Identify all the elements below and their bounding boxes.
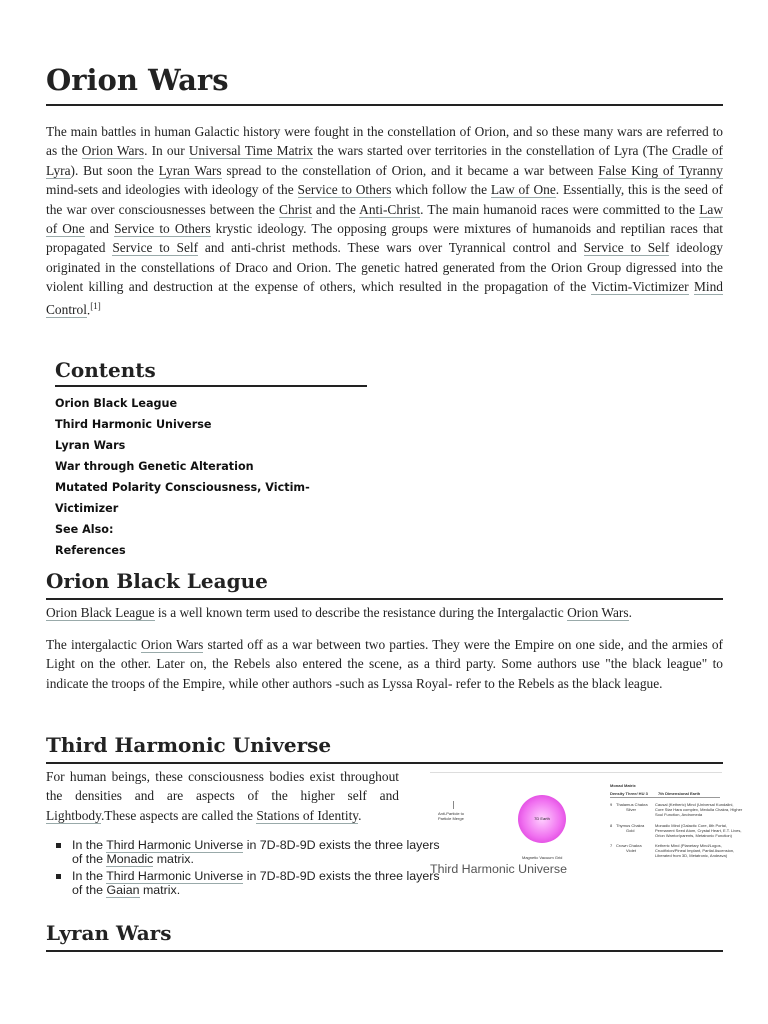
toc-item-lyran-wars[interactable]: Lyran Wars xyxy=(55,439,126,452)
toc-title: Contents xyxy=(55,358,367,387)
heading-lyran-wars: Lyran Wars xyxy=(46,921,723,952)
fig-row-8-desc-1: Monadic Mind (Galactic Core, 8th Portal, xyxy=(655,823,728,828)
fig-left-label-2: Particle Merge xyxy=(438,816,464,821)
third-harmonic-paragraph: For human beings, these consciousness bodies exist throughout the densities and are aspects of the higher self and Lightbody.These aspects are called the Stations of Identity. xyxy=(46,769,399,823)
wiki-link[interactable]: False King of Tyranny xyxy=(598,162,724,178)
toc-item-war-through-genetic-alteration[interactable]: War through Genetic Alteration xyxy=(55,460,254,473)
wiki-link[interactable]: Lightbody xyxy=(46,807,101,823)
toc-item-orion-black-league[interactable]: Orion Black League xyxy=(55,397,178,410)
fig-arrow xyxy=(453,801,454,809)
wiki-link[interactable]: Orion Wars xyxy=(81,143,145,159)
wiki-link[interactable]: Service to Self xyxy=(112,240,199,256)
toc-item-references[interactable]: References xyxy=(55,544,126,557)
wiki-link[interactable]: Service to Others xyxy=(297,182,392,198)
fig-circle-label: 7D Earth xyxy=(534,816,550,821)
wiki-link[interactable]: Law of One xyxy=(490,182,556,198)
wiki-link[interactable]: Service to Others xyxy=(114,221,211,237)
figure-image[interactable] xyxy=(430,772,743,860)
toc-list xyxy=(55,393,367,561)
fig-row-7-desc-1: Ketheric Mind (Planetary Mind/Logos, xyxy=(655,843,722,848)
reference-link[interactable]: [1] xyxy=(90,300,101,311)
wiki-link[interactable]: Anti-Christ xyxy=(359,201,421,217)
intro-paragraph: The main battles in human Galactic history were fought in the constellation of Orion, and so these many wars are referred to as the Orion Wars. In our Universal Time Matrix the wars started over territories in the constellation of Lyra (The Cradle of Lyra). But soon the Lyran Wars spread to the constellation of Orion, and it became a war between False King of Tyranny mind-sets and ideologies with ideology of the Service to Others which follow the Law of One. Essentially, this is the seed of the war over consciousnesses between the Christ and the Anti-Christ. The main humanoid races were committed to the Law of One and Service to Others krystic ideology. The opposing groups were mixtures of humanoids and reptilian races that propagated Service to Self and anti-christ methods. These wars over Tyrannical control and Service to Self ideology originated in the constellations of Draco and Orion. The genetic hatred generated from the Orion Group digressed into the violent killing and destruction at the expense of others, which resulted in the propagation of the Victim-Victimizer Mind Control.[1] xyxy=(46,124,724,318)
fig-header-3: 7th Dimensional Earth xyxy=(658,791,701,796)
third-harmonic-bullets xyxy=(46,838,442,900)
wiki-link[interactable]: Law of One xyxy=(46,201,723,237)
fig-row-9-desc-2: Core Star Hara complex, Medulla Chakra, Higher xyxy=(655,807,743,812)
wiki-link[interactable]: Stations of Identity xyxy=(256,807,359,823)
fig-row-7-num: 7 xyxy=(610,843,613,848)
wiki-link[interactable]: Third Harmonic Universe xyxy=(106,869,244,883)
list-item: In the Third Harmonic Universe in 7D-8D-9D exists the three layers of the Gaian matrix. xyxy=(72,869,442,897)
fig-circle xyxy=(518,795,566,843)
wiki-link[interactable]: Service to Self xyxy=(583,240,670,256)
black-league-paragraph-1: Orion Black League is a well known term used to describe the resistance during the Intergalactic Orion Wars. xyxy=(46,605,632,620)
wiki-link[interactable]: Lyran Wars xyxy=(158,162,222,178)
fig-row-8-name: Thymus Chakra xyxy=(616,823,645,828)
wiki-link[interactable]: Mind Control xyxy=(46,279,723,318)
wiki-link[interactable]: Orion Wars xyxy=(141,637,204,652)
fig-row-9-num: 9 xyxy=(610,802,613,807)
fig-header-1: Monad Matrix xyxy=(610,783,636,788)
wiki-link[interactable]: Victim-Victimizer xyxy=(591,279,689,295)
heading-orion-black-league: Orion Black League xyxy=(46,569,723,600)
fig-left-label-1: Anti-Particle to xyxy=(438,811,465,816)
fig-row-7-desc-2: Crucifixion/Pineal Implant, Partial Ascension, xyxy=(655,848,735,853)
black-league-paragraph-2: The intergalactic Orion Wars started off as a war between two parties. They were the Empire on one side, and the armies of Light on the other. Later on, the Rebels also entered the scene, as a third party. Some authors use "the black league" to indicate the troops of the Empire, while other authors -such as Lyssa Royal- refer to the Rebels as the black league. xyxy=(46,637,723,691)
wiki-link[interactable]: Christ xyxy=(279,201,312,217)
wiki-link[interactable]: Third Harmonic Universe xyxy=(106,838,244,852)
table-of-contents xyxy=(55,358,367,561)
fig-row-8-sub: Gold xyxy=(626,828,635,833)
fig-row-9-desc-3: Soul Function, Andromeda xyxy=(655,812,703,817)
fig-row-8-desc-2: Permanent Seed Atom, Crystal Heart, E.T. Lives, xyxy=(655,828,742,833)
toc-item-see-also[interactable]: See Also: xyxy=(55,523,114,536)
heading-third-harmonic-universe: Third Harmonic Universe xyxy=(46,733,723,764)
fig-row-9-name: Thalamus Chakra xyxy=(616,802,648,807)
figure-caption: Third Harmonic Universe xyxy=(430,862,568,876)
wiki-link[interactable]: Monadic xyxy=(106,852,154,866)
wiki-link[interactable]: Orion Wars xyxy=(567,605,629,620)
fig-row-9-desc-1: Causal (Ketheric) Mind (Universal Kundalini, xyxy=(655,802,734,807)
fig-row-7-name: Crown Chakra xyxy=(616,843,642,848)
toc-item-third-harmonic-universe[interactable]: Third Harmonic Universe xyxy=(55,418,212,431)
fig-row-8-num: 8 xyxy=(610,823,613,828)
toc-item-mutated-polarity[interactable]: Mutated Polarity Consciousness, Victim-Victimizer xyxy=(55,481,310,515)
fig-divider xyxy=(610,797,720,798)
page-title: Orion Wars xyxy=(46,64,723,106)
fig-header-2: Density Three/ HU 3 xyxy=(610,791,648,796)
fig-row-9-sub: Silver xyxy=(626,807,637,812)
wiki-link[interactable]: Gaian xyxy=(106,883,140,897)
fig-row-8-desc-3: Orion Warrior/parents, Metatronic Function) xyxy=(655,833,732,838)
fig-row-7-desc-3: Liberated from 3D, Metatronic, Andeava) xyxy=(655,853,728,858)
wiki-link[interactable]: Orion Black League xyxy=(46,605,155,620)
wiki-link[interactable]: Universal Time Matrix xyxy=(188,143,314,159)
wiki-link[interactable]: Cradle of Lyra xyxy=(46,143,723,178)
list-item: In the Third Harmonic Universe in 7D-8D-9D exists the three layers of the Monadic matrix. xyxy=(72,838,442,866)
figure-third-harmonic xyxy=(430,772,743,876)
fig-row-7-sub: Violet xyxy=(626,848,636,853)
fig-bottom-label: Magnetic Vacuum Grid xyxy=(522,855,563,860)
